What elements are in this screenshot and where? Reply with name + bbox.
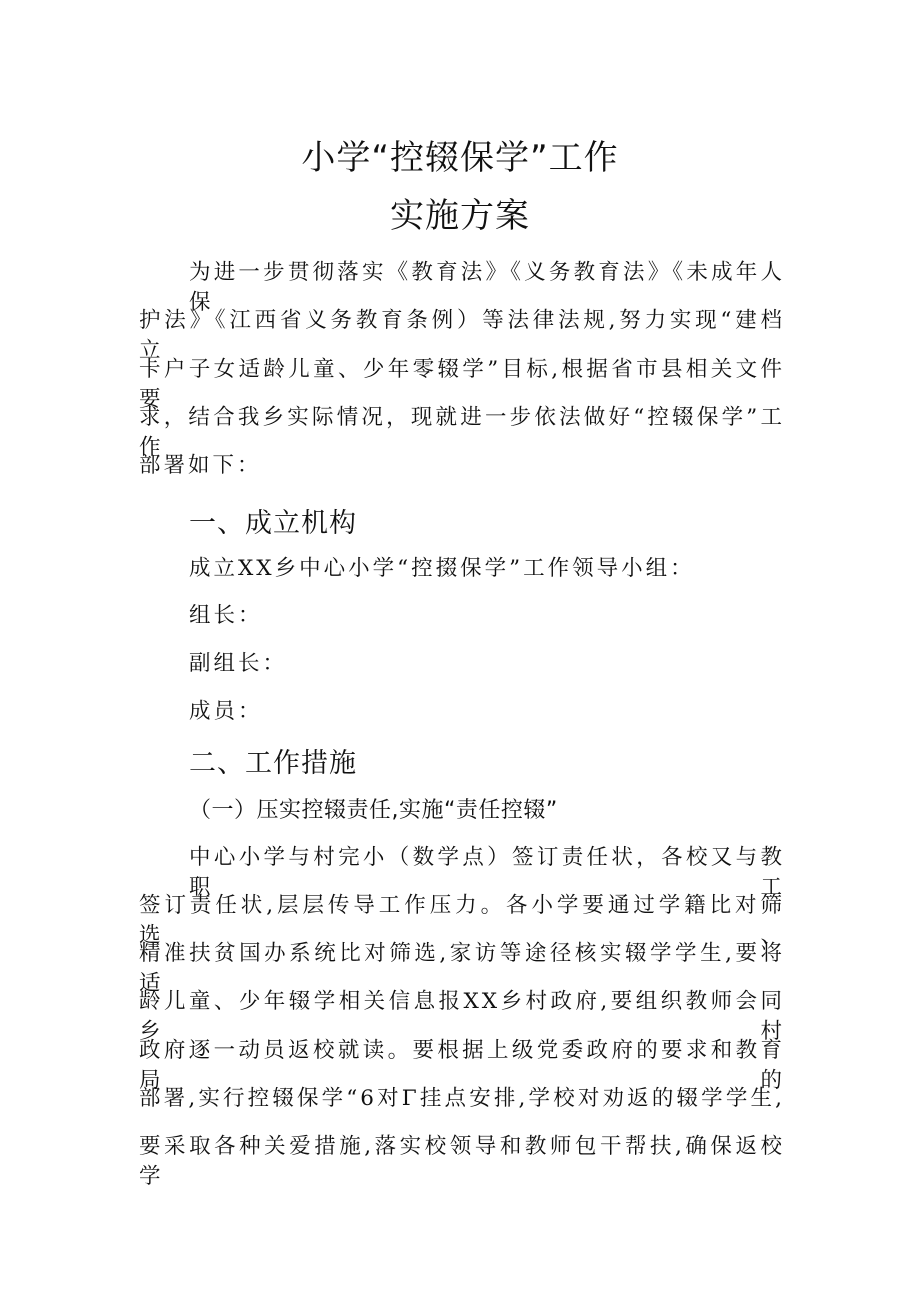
section-line: 副组长： xyxy=(189,651,288,676)
document-title-line2: 实施方案 xyxy=(390,196,530,236)
document-title-line1: 小学“控辍保学”工作 xyxy=(301,138,619,178)
body-line: 签订责任状,层层传导工作压力。各小学要通过学籍比对筛选、 xyxy=(139,893,785,948)
section-line: 成员： xyxy=(189,699,263,724)
section-heading: 二、工作措施 xyxy=(189,748,357,779)
intro-line: 求，结合我乡实际情况，现就进一步依法做好“控辍保学”工作 xyxy=(139,405,785,460)
section-line: 成立XX乡中心小学“控掇保学”工作领导小组： xyxy=(189,556,695,581)
intro-line: 卡户子女适龄儿童、少年零辍学”目标,根据省市县相关文件要 xyxy=(139,357,785,412)
section-line: 组长： xyxy=(189,603,263,628)
body-line: 精准扶贫国办系统比对筛选,家访等途径核实辍学学生,要将适 xyxy=(139,941,785,996)
section-subheading: （一）压实控辍责任,实施“责任控辍” xyxy=(189,798,558,823)
body-line: 要采取各种关爱措施,落实校领导和教师包干帮扶,确保返校学 xyxy=(139,1134,785,1189)
intro-line: 护法》《江西省义务教育条例）等法律法规,努力实现“建档立 xyxy=(139,308,785,363)
body-line: 中心小学与村完小（数学点）签订责任状，各校又与教职工 xyxy=(189,845,785,900)
body-line: 部署,实行控辍保学“6对Γ挂点安排,学校对劝返的辍学学生, xyxy=(139,1086,785,1111)
body-line: 政府逐一动员返校就读。要根据上级党委政府的要求和教育局的 xyxy=(139,1038,785,1093)
intro-line: 为进一步贯彻落实《教育法》《义务教育法》《未成年人保 xyxy=(189,260,785,315)
section-heading: 一、成立机构 xyxy=(189,508,357,539)
body-line: 龄儿童、少年辍学相关信息报XX乡村政府,要组织教师会同乡村 xyxy=(139,989,785,1044)
intro-line: 部署如下： xyxy=(139,453,262,478)
